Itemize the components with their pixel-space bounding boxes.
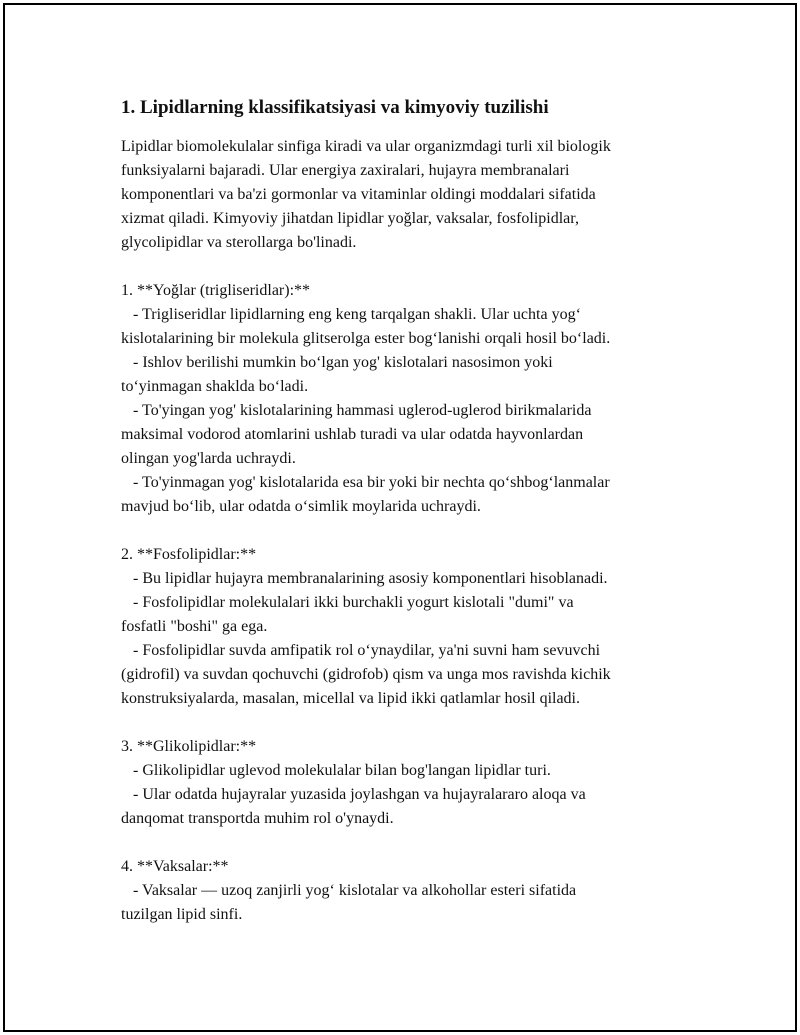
section-heading: 4. **Vaksalar:** [121,858,229,875]
section-body: - Vaksalar — uzoq zanjirli yog‘ kislotalar va alkohollar esteri sifatida tuzilgan lipid sinfi. [121,882,577,923]
section-heading: 3. **Glikolipidlar:** [121,738,257,755]
section-spacer [121,711,701,735]
section-spacer [121,831,701,855]
section-vaksalar [121,855,701,927]
section-spacer [121,255,701,279]
section-body: - Trigliseridlar lipidlarning eng keng tarqalgan shakli. Ular uchta yog‘ kislotalarining bir molekula glitserolga ester bog‘lanishi orqali hosil bo‘ladi. - Ishlov berilishi mumkin bo‘lgan yog' kislotalari nasosimon yoki to‘yinmagan shaklda bo‘ladi. - To'yingan yog' kislotalarining hammasi uglerod-uglerod birikmalarida maksimal vodorod atomlarini ushlab turadi va ular odatda hayvonlardan olingan yog'larda uchraydi. - To'yinmagan yog' kislotalarida esa bir yoki bir nechta qo‘shbog‘lanmalar mavjud bo‘lib, ular odatda o‘simlik moylarida uchraydi. [121,306,611,515]
section-spacer [121,519,701,543]
document-title: 1. Lipidlarning klassifikatsiyasi va kimyoviy tuzilishi [121,97,549,118]
section-heading: 2. **Fosfolipidlar:** [121,546,257,563]
section-heading: 1. **Yoğlar (trigliseridlar):** [121,282,311,299]
document-page [3,3,797,1032]
section-glikolipidlar [121,735,701,831]
intro-paragraph: Lipidlar biomolekulalar sinfiga kiradi va ular organizmdagi turli xil biologik funksiyalarni bajaradi. Ular energiya zaxiralari, hujayra membranalari komponentlari va ba'zi gormonlar va vitaminlar oldingi moddalari sifatida xizmat qiladi. Kimyoviy jihatdan lipidlar yoğlar, vaksalar, fosfolipidlar, glycolipidlar va sterollarga bo'linadi. [121,138,611,251]
section-body: - Bu lipidlar hujayra membranalarining asosiy komponentlari hisoblanadi. - Fosfolipidlar molekulalari ikki burchakli yogurt kislotali "dumi" va fosfatli "boshi" ga ega. - Fosfolipidlar suvda amfipatik rol o‘ynaydilar, ya'ni suvni ham sevuvchi (gidrofil) va suvdan qochuvchi (gidrofob) qism va unga mos ravishda kichik konstruksiyalarda, masalan, micellal va lipid ikki qatlamlar hosil qiladi. [121,570,611,707]
document-body [121,95,701,927]
section-body: - Glikolipidlar uglevod molekulalar bilan bog'langan lipidlar turi. - Ular odatda hujayralar yuzasida joylashgan va hujayralararo aloqa va danqomat transportda muhim rol o'ynaydi. [121,762,586,827]
section-yoglar [121,279,701,519]
section-fosfolipidlar [121,543,701,711]
